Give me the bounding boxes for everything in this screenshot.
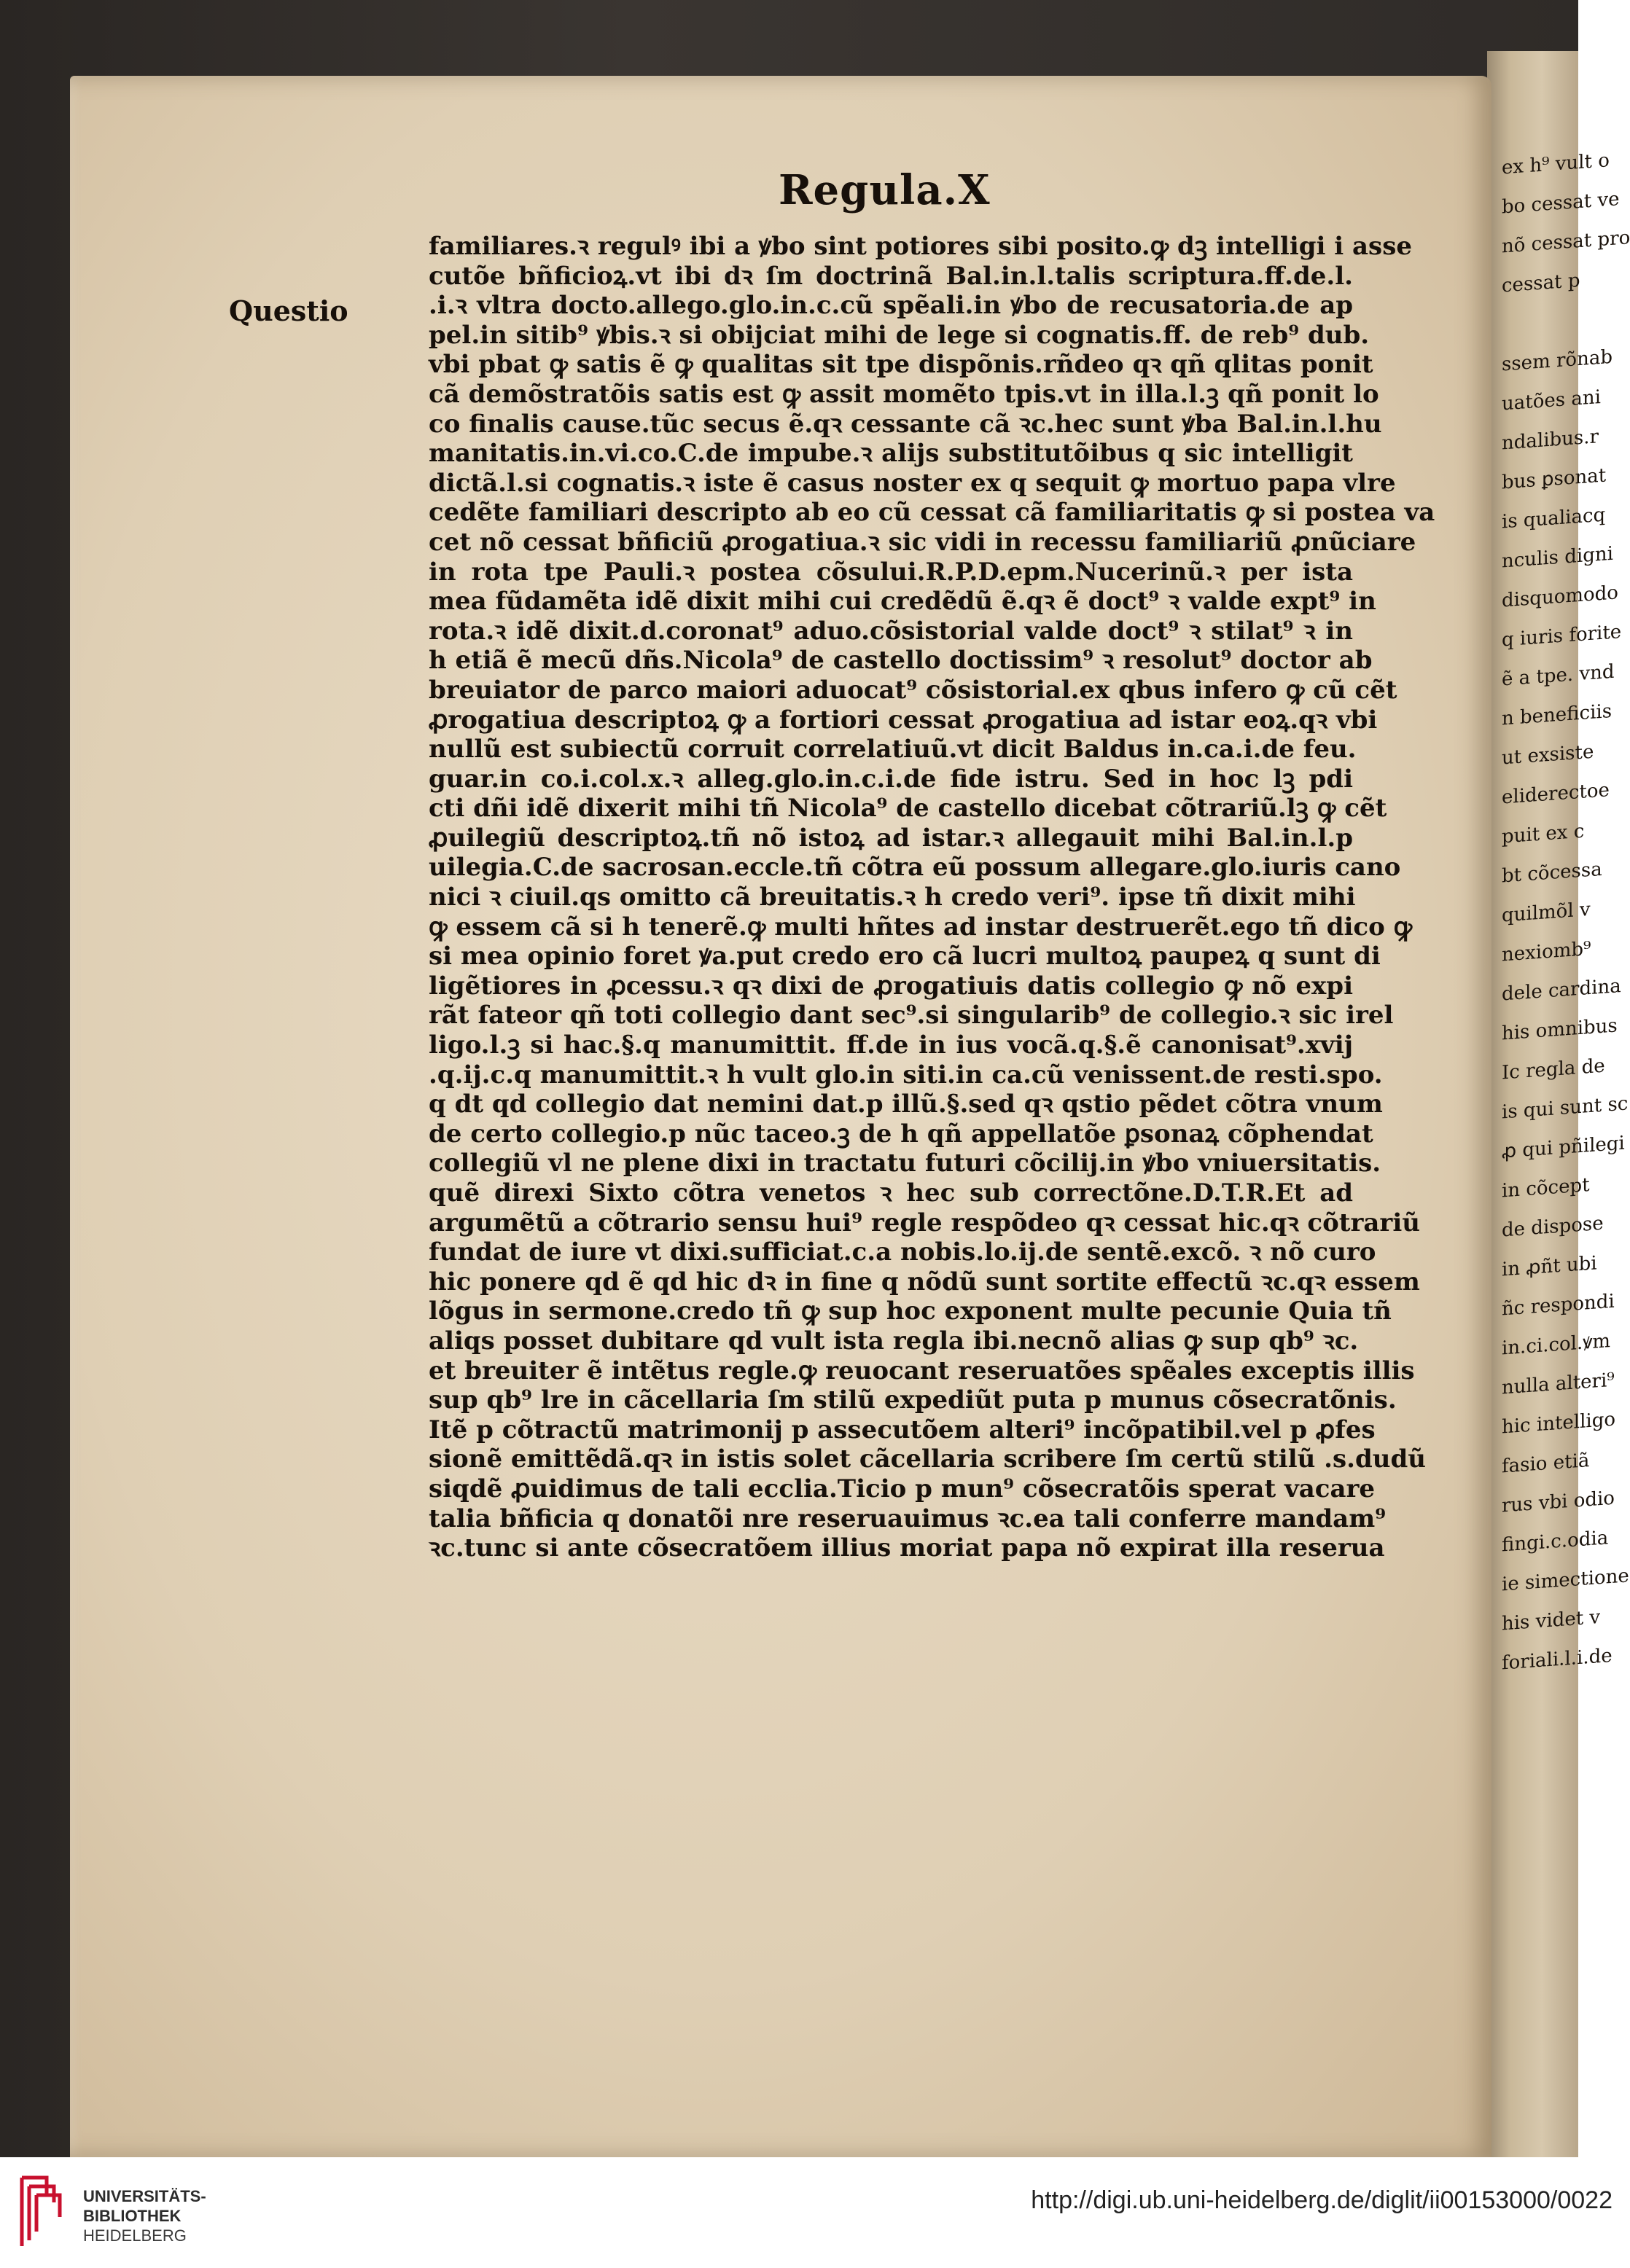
text-line: mea fũdamẽta idẽ dixit mihi cui credẽdũ ẽ.qꝛ ẽ doct⁹ ꝛ valde expt⁹ in <box>429 587 1376 617</box>
facing-page-line: his omnibus <box>1502 1014 1618 1045</box>
text-line: nici ꝛ ciuil.qs omitto cã breuitatis.ꝛ h credo veri⁹. ipse tñ dixit mihi <box>429 883 1356 912</box>
facing-page-line: ndalibus.r <box>1502 426 1599 455</box>
text-line: ligẽtiores in ꝓcessu.ꝛ qꝛ dixi de ꝓrogatiuis datis collegio ꝙ nõ expi <box>429 971 1353 1001</box>
text-line: h etiã ẽ mecũ dñs.Nicola⁹ de castello doctissim⁹ ꝛ resolut⁹ doctor ab <box>429 646 1373 676</box>
facing-page-line: ꝓ qui pñilegi <box>1502 1132 1625 1163</box>
text-line: ꝓrogatiua descriptoꝝ ꝙ a fortiori cessat ꝓrogatiua ad istar eoꝝ.qꝛ vbi <box>429 705 1378 735</box>
facing-page-line <box>1502 301 1575 345</box>
text-line: si mea opinio foret ꝟa.put credo ero cã lucri multoꝝ paupeꝝ q sunt di <box>429 942 1381 971</box>
marginal-note: Questio <box>229 294 348 327</box>
facing-page-line: q iuris forite <box>1502 621 1622 652</box>
facing-page-line: de dispose <box>1502 1212 1604 1242</box>
facing-page-line: in.ci.col.ꝟm <box>1502 1330 1610 1360</box>
text-line: de certo collegio.p nũc taceo.ꝫ de h qñ appellatõe ꝑsonaꝝ cõphendat <box>429 1119 1373 1149</box>
text-line: argumẽtũ a cõtrario sensu hui⁹ regle respõdeo qꝛ cessat hic.qꝛ cõtrariũ <box>429 1208 1420 1237</box>
facing-page-line: ex h⁹ vult o <box>1502 149 1610 179</box>
facing-page-line: rus vbi odio <box>1502 1487 1615 1517</box>
facing-page-line: puit ex c <box>1502 820 1585 848</box>
library-line-1: UNIVERSITÄTS- <box>83 2187 206 2205</box>
facing-page-line: eliderectoe <box>1502 779 1610 809</box>
facing-page-line: fasio etiã <box>1502 1450 1590 1478</box>
facing-page-line: n beneficiis <box>1502 700 1613 730</box>
facing-page-line: fingi.c.odia <box>1502 1527 1609 1557</box>
text-line: siqdẽ ꝓuidimus de tali ecclia.Ticio p mun⁹ cõsecratõis sperat vacare <box>429 1474 1376 1503</box>
facing-page-line: ssem rõnab <box>1502 345 1613 376</box>
text-line: co finalis cause.tũc secus ẽ.qꝛ cessante cã ꝛc.hec sunt ꝟba Bal.in.l.hu <box>429 409 1382 439</box>
text-line: cã demõstratõis satis est ꝙ assit momẽto tpis.vt in illa.l.ꝫ qñ ponit lo <box>429 379 1379 409</box>
facing-page-line: ut exsiste <box>1502 740 1594 770</box>
facing-page-line: quilmõl v <box>1502 898 1591 927</box>
facing-page-line: nexiomb⁹ <box>1502 937 1591 966</box>
text-line: et breuiter ẽ intẽtus regle.ꝙ reuocant reseruatões spẽales exceptis illis <box>429 1356 1415 1385</box>
text-line: sup qb⁹ lre in cãcellaria ſm stilũ expediũt puta p munus cõsecratõnis. <box>429 1385 1397 1415</box>
text-line: manitatis.in.vi.co.C.de impube.ꝛ alijs substitutõibus q sic intelligit <box>429 439 1353 469</box>
facing-page-line: his videt v <box>1502 1606 1601 1635</box>
text-line: quẽ direxi Sixto cõtra venetos ꝛ hec sub correctõne.D.T.R.Et ad <box>429 1178 1353 1208</box>
text-line: hic ponere qd ẽ qd hic dꝛ in fine q nõdũ sunt sortite effectũ ꝛc.qꝛ essem <box>429 1267 1420 1297</box>
text-line: guar.in co.i.col.x.ꝛ alleg.glo.in.c.i.de fide istru. Sed in hoc lꝫ pdi <box>429 764 1353 794</box>
facing-page-line: nõ cessat pro <box>1502 227 1630 258</box>
facing-page-line: in ꝓñt ubi <box>1502 1252 1597 1281</box>
facing-page-line: uatões ani <box>1502 386 1601 415</box>
text-line: ꝛc.tunc si ante cõsecratõem illius moriat papa nõ expirat illa reserua <box>429 1533 1385 1563</box>
text-line: Itẽ p cõtractũ matrimonij p assecutõem alteri⁹ incõpatibil.vel p ꝓfes <box>429 1415 1376 1444</box>
text-line: .q.ij.c.q manumittit.ꝛ h vult glo.in siti.in ca.cũ venissent.de resti.spo. <box>429 1060 1383 1090</box>
facing-page-text <box>1502 144 1630 1684</box>
facing-page-line: ẽ a tpe. vnd <box>1502 660 1615 691</box>
facing-page-line: ie simectione <box>1502 1565 1629 1596</box>
text-line: aliqs posset dubitare qd vult ista regla ibi.necnõ alias ꝙ sup qb⁹ ꝛc. <box>429 1326 1359 1356</box>
facing-page-line: ñc respondi <box>1502 1290 1615 1321</box>
text-line: uilegia.C.de sacrosan.eccle.tñ cõtra eũ possum allegare.glo.iuris cano <box>429 853 1401 883</box>
source-url-link[interactable]: http://digi.ub.uni-heidelberg.de/diglit/ii00153000/0022 <box>1031 2186 1613 2214</box>
text-line: .i.ꝛ vltra docto.allego.glo.in.c.cũ spẽali.in ꝟbo de recusatoria.de ap <box>429 291 1353 321</box>
running-header: Regula.X <box>779 166 991 214</box>
text-line: cutõe bñficioꝝ.vt ibi dꝛ ſm doctrinã Bal.in.l.talis scriptura.ff.de.l. <box>429 261 1353 291</box>
facing-page-line: dele cardina <box>1502 975 1621 1006</box>
text-line: ꝓuilegiũ descriptoꝝ.tñ nõ istoꝝ ad istar.ꝛ allegauit mihi Bal.in.l.p <box>429 823 1353 853</box>
library-name[interactable] <box>83 2186 206 2245</box>
facing-page-line: foriali.l.i.de <box>1502 1644 1613 1675</box>
text-line: in rota tpe Pauli.ꝛ postea cõsului.R.P.D.epm.Nucerinũ.ꝛ per ista <box>429 557 1353 587</box>
facing-page-line: in cõcept <box>1502 1174 1590 1203</box>
facing-page-line: is qui sunt sc <box>1502 1092 1629 1124</box>
facing-page-line: hic intelligo <box>1502 1408 1616 1439</box>
text-line: q dt qd collegio dat nemini dat.p illũ.§.sed qꝛ qstio pẽdet cõtra vnum <box>429 1090 1383 1119</box>
facing-page-line: cessat p <box>1502 269 1580 297</box>
text-line: fundat de iure vt dixi.sufficiat.c.a nobis.lo.ij.de sentẽ.excõ. ꝛ nõ curo <box>429 1237 1376 1267</box>
facing-page-line: disquomodo <box>1502 582 1618 612</box>
text-line: familiares.ꝛ regulꝰ ibi a ꝟbo sint potiores sibi posito.ꝙ dꝫ intelligi i asse <box>429 232 1412 261</box>
text-line: breuiator de parco maiori aduocat⁹ cõsistorial.ex qbus infero ꝙ cũ cẽt <box>429 675 1397 705</box>
text-line: rota.ꝛ idẽ dixit.d.coronat⁹ aduo.cõsistorial valde doct⁹ ꝛ stilat⁹ ꝛ in <box>429 616 1353 646</box>
facing-page-line: bt cõcessa <box>1502 858 1602 888</box>
text-line: lõgus in sermone.credo tñ ꝙ sup hoc exponent multe pecunie Quia tñ <box>429 1297 1392 1326</box>
text-line: pel.in sitib⁹ ꝟbis.ꝛ si obijciat mihi de lege si cognatis.ff. de reb⁹ dub. <box>429 320 1370 350</box>
library-line-2: BIBLIOTHEK <box>83 2207 182 2225</box>
facing-page-line: is qualiacq <box>1502 504 1606 533</box>
facing-page-line: Ic regla de <box>1502 1055 1605 1084</box>
facing-page-line: bus ꝑsonat <box>1502 464 1607 494</box>
text-line: vbi pbat ꝙ satis ẽ ꝙ qualitas sit tpe dispõnis.rñdeo qꝛ qñ qlitas ponit <box>429 350 1373 380</box>
text-line: rãt fateor qñ toti collegio dant sec⁹.si singularib⁹ de collegio.ꝛ sic irel <box>429 1001 1394 1031</box>
facing-page-line: nculis digni <box>1502 542 1613 573</box>
text-line: cedẽte familiari descripto ab eo cũ cessat cã familiaritatis ꝙ si postea va <box>429 498 1435 528</box>
text-line: talia bñficia q donatõi nre reseruauimus ꝛc.ea tali conferre mandam⁹ <box>429 1503 1387 1533</box>
heidelberg-library-logo-icon[interactable] <box>17 2173 63 2251</box>
text-line: collegiũ vl ne plene dixi in tractatu futuri cõcilij.in ꝟbo vniuersitatis. <box>429 1149 1381 1178</box>
text-line: cet nõ cessat bñficiũ ꝓrogatiua.ꝛ sic vidi in recessu familiariũ ꝓnũciare <box>429 527 1416 557</box>
facing-page-line: nulla alteri⁹ <box>1502 1369 1615 1399</box>
library-line-3: HEIDELBERG <box>83 2226 187 2245</box>
facing-page-line: bo cessat ve <box>1502 188 1620 219</box>
text-line: cti dñi idẽ dixerit mihi tñ Nicola⁹ de castello dicebat cõtrariũ.lꝫ ꝙ cẽt <box>429 794 1387 824</box>
text-line: ligo.l.ꝫ si hac.§.q manumittit. ff.de in ius vocã.q.§.ẽ canonisat⁹.xvij <box>429 1031 1353 1060</box>
text-line: dictã.l.si cognatis.ꝛ iste ẽ casus noster ex q sequit ꝙ mortuo papa vlre <box>429 468 1396 498</box>
text-line: sionẽ emittẽdã.qꝛ in istis solet cãcellaria scribere ſm certũ stilũ .s.dudũ <box>429 1444 1426 1474</box>
text-line: ꝙ essem cã si h tenerẽ.ꝙ multi hñtes ad instar destruerẽt.ego tñ dico ꝙ <box>429 912 1413 942</box>
text-line: nullũ est subiectũ corruit correlatiuũ.vt dicit Baldus in.ca.i.de feu. <box>429 735 1357 765</box>
body-text <box>429 232 1435 1563</box>
